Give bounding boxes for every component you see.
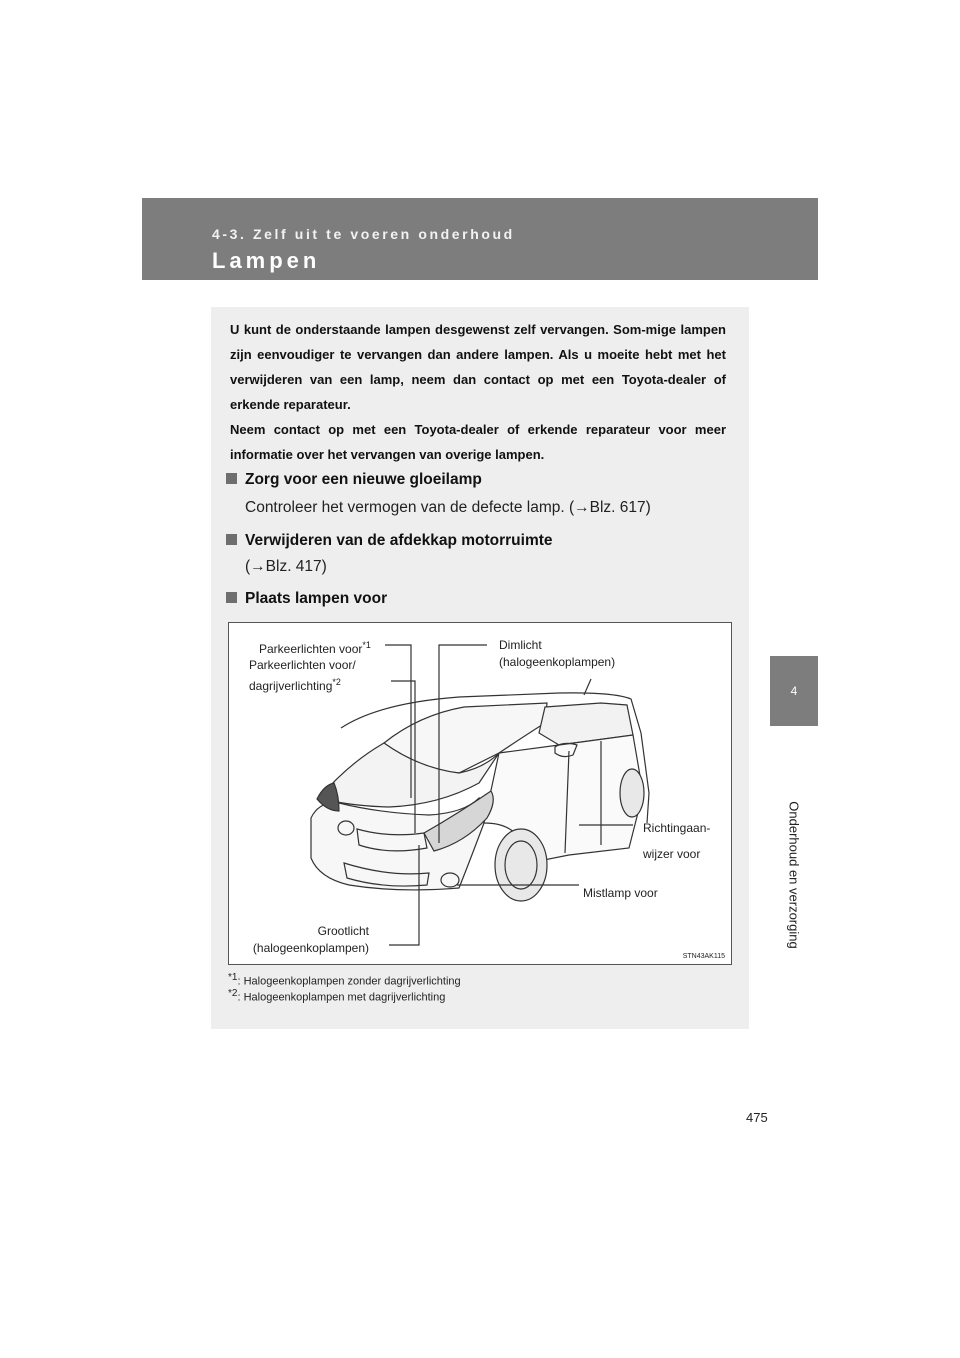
page-title: Lampen xyxy=(212,248,321,273)
subheading-afdekkap: Verwijderen van de afdekkap motorruimte xyxy=(226,532,553,550)
square-bullet-icon xyxy=(226,473,237,484)
figure-code: STN43AK115 xyxy=(682,953,725,960)
car-front-lamps-figure xyxy=(228,622,732,965)
square-bullet-icon xyxy=(226,592,237,603)
car-rear-wheel xyxy=(620,769,644,817)
callout-parkeerlichten-1: Parkeerlichten voor$^{*1}$ xyxy=(259,640,371,656)
square-bullet-icon xyxy=(226,534,237,545)
footnote-2: $^{*2}$: Halogeenkoplampen met dagrijverlichting xyxy=(228,988,446,1004)
body-afdekkap: (→Blz. 417) xyxy=(245,558,327,575)
section-header xyxy=(142,198,818,280)
chapter-number: 4 xyxy=(790,684,798,698)
callout-parkeerlichten-2: Parkeerlichten voor/ dagrijverlichting$^{*2}$ xyxy=(249,658,356,693)
section-title: 4-3. Zelf uit te voeren onderhoud xyxy=(212,226,515,242)
intro-paragraph-1: U kunt de onderstaande lampen desgewenst zelf vervangen. Som-mige lampen zijn eenvoudiger te vervangen dan andere lampen. Als u moeite hebt met het verwijderen van een lamp, neem dan contact op met een Toyota-dealer of erkende reparateur. xyxy=(230,322,726,412)
callout-richtingaanwijzer: Richtingaan- wijzer voor xyxy=(643,821,711,861)
footnote-1: $^{*1}$: Halogeenkoplampen zonder dagrijverlichting xyxy=(228,972,461,988)
subheading-lampen-voor: Plaats lampen voor xyxy=(226,590,387,608)
car-front-wheel xyxy=(495,829,547,901)
chapter-title: Onderhoud en verzorging xyxy=(786,801,802,949)
chapter-tab xyxy=(770,656,818,726)
callout-dimlicht: Dimlicht (halogeenkoplampen) xyxy=(499,638,616,669)
callout-mistlamp: Mistlamp voor xyxy=(583,886,658,900)
subheading-gloeilamp: Zorg voor een nieuwe gloeilamp xyxy=(226,471,482,489)
page-number: 475 xyxy=(746,1110,768,1125)
body-gloeilamp: Controleer het vermogen van de defecte lamp. (→Blz. 617) xyxy=(245,499,651,516)
intro-paragraph-2: Neem contact op met een Toyota-dealer of erkende reparateur voor meer informatie over het vervangen van overige lampen. xyxy=(230,422,726,462)
callout-grootlicht: Grootlicht (halogeenkoplampen) xyxy=(252,924,369,955)
